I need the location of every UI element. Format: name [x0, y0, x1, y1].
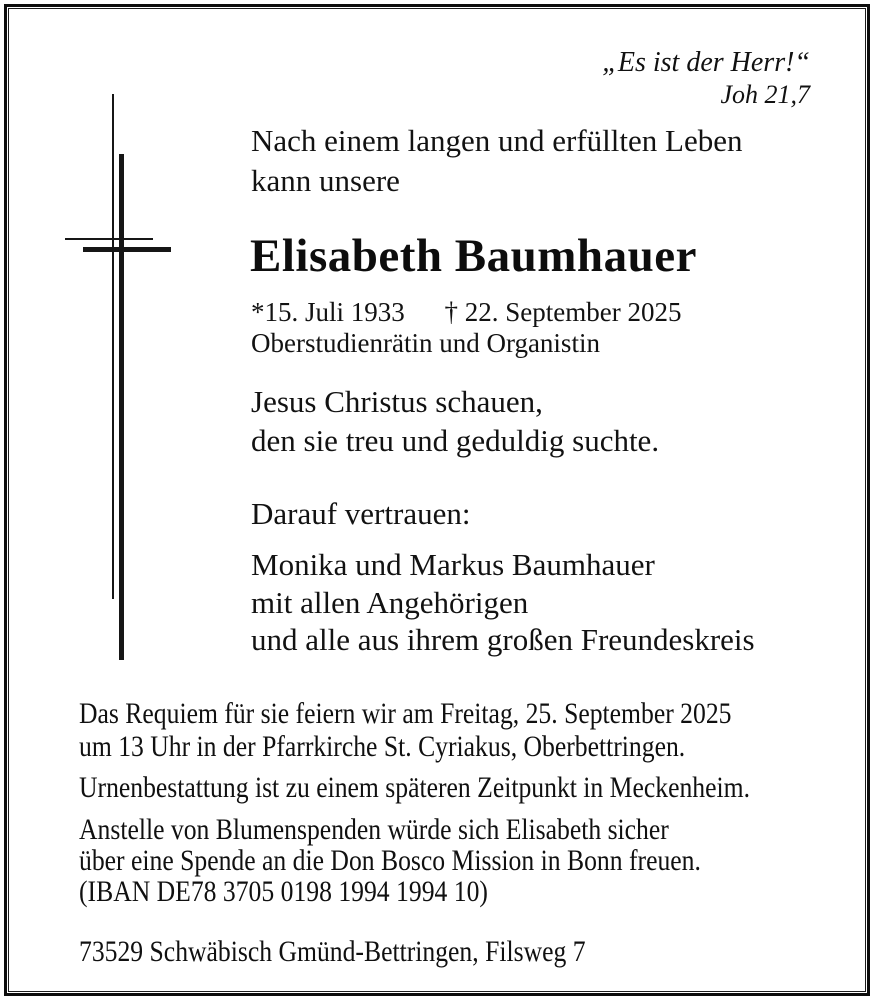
address-line: 73529 Schwäbisch Gmünd-Bettringen, Filsweg 7: [79, 935, 586, 968]
intro-line-1: Nach einem langen und erfüllten Leben: [251, 123, 743, 158]
life-dates: [251, 297, 681, 328]
cross-thick-horizontal-line: [83, 247, 171, 252]
mourner-line-3: und alle aus ihrem großen Freundeskreis: [251, 622, 755, 657]
cross-thin-horizontal-line: [65, 238, 153, 240]
donation-info: [79, 814, 701, 907]
burial-info: Urnenbestattung ist zu einem späteren Zeitpunkt in Meckenheim.: [79, 771, 750, 804]
donation-iban: (IBAN DE78 3705 0198 1994 1994 10): [79, 875, 488, 908]
mourner-line-1: Monika und Markus Baumhauer: [251, 547, 655, 582]
mourner-line-2: mit allen Angehörigen: [251, 584, 529, 620]
intro-line-2: kann unsere: [251, 163, 400, 198]
mourners-list: [251, 546, 755, 659]
requiem-info: [79, 697, 731, 763]
verse-line-1: Jesus Christus schauen,: [251, 384, 543, 419]
cross-thick-vertical-line: [119, 154, 124, 660]
donation-line-1: Anstelle von Blumenspenden würde sich Elisabeth sicher: [79, 813, 669, 846]
profession: Oberstudienrätin und Organistin: [251, 328, 600, 358]
requiem-line-1: Das Requiem für sie feiern wir am Freitag, 25. September 2025: [79, 697, 732, 730]
requiem-line-2: um 13 Uhr in der Pfarrkirche St. Cyriakus, Oberbettringen.: [79, 730, 686, 763]
verse-line-2: den sie treu und geduldig suchte.: [251, 423, 660, 458]
quote-text: „Es ist der Herr!“: [602, 47, 810, 78]
deceased-name: Elisabeth Baumhauer: [250, 230, 697, 282]
cross-thin-vertical-line: [112, 94, 114, 599]
intro-text: [251, 121, 743, 201]
quote-reference: Joh 21,7: [720, 80, 810, 109]
birth-date: *15. Juli 1933: [251, 297, 405, 327]
donation-line-2: über eine Spende an die Don Bosco Mission in Bonn freuen.: [79, 844, 701, 877]
verse-text: [251, 382, 659, 460]
trust-heading: Darauf vertrauen:: [251, 496, 471, 531]
bible-quote: [602, 47, 810, 111]
death-date: † 22. September 2025: [444, 297, 682, 327]
